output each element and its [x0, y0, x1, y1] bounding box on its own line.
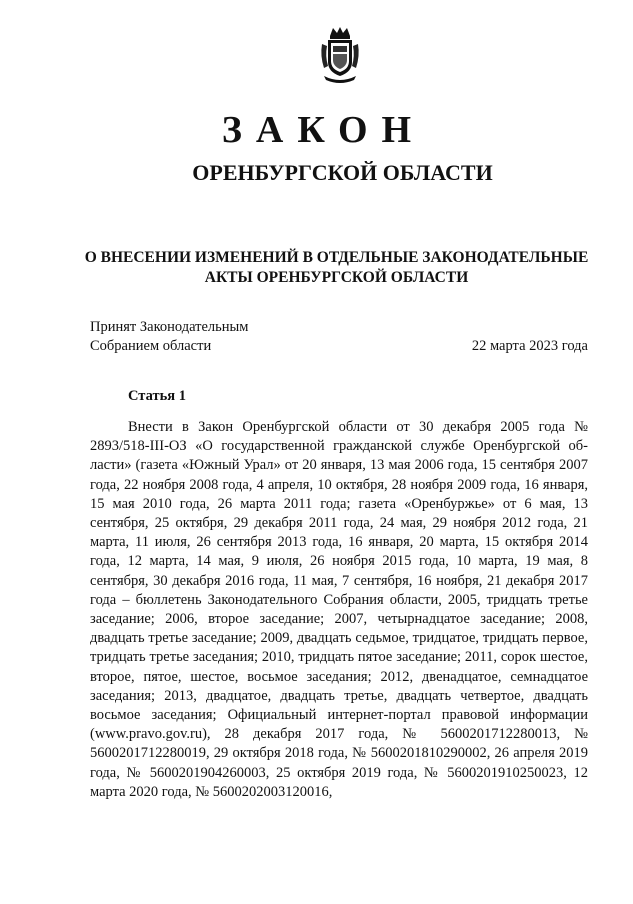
adoption-line-2: Собранием области: [90, 338, 212, 354]
coat-of-arms-icon: [318, 26, 362, 84]
adoption-line-1: Принят Законодательным: [90, 319, 249, 335]
article-paragraph: Внести в Закон Оренбургской области от 30 декабря 2005 года № 2893/518-III-ОЗ «О государственной гражданской службе Оренбургской области» (газета «Южный Урал» от 20 января, 13 мая 2006 года, 15 сентября 2007 года, 22 ноября 2008 года, 4 апреля, 10 октября, 28 ноября 2009 года, 16 января, 15 мая 2010 года, 26 марта 2011 года; газета «Оренбуржье» от 6 мая, 13 сентября, 25 октября, 29 декабря 2011 года, 24 мая, 29 ноября 2012 года, 21 марта, 11 июля, 26 сентября 2013 года, 16 января, 20 марта, 15 октября 2014 года, 12 марта, 14 мая, 9 июля, 26 ноября 2015 года, 10 марта, 19 мая, 8 сентября, 30 декабря 2016 года, 11 мая, 7 сентября, 16 ноября, 21 декабря 2017 года – бюллетень Законодательного Собрания области, 2005, тридцать третье заседание; 2006, второе заседание; 2007, четырнадцатое заседание; 2008, двадцать третье заседание; 2009, двадцать седьмое, тридцатое, тридцать первое, тридцать третье заседания; 2010, тридцать пятое заседание; 2011, сорок шестое, второе, пятое, шестое, восьмое заседания; 2012, двенадцатое, семнадцатое заседания; 2013, двадцатое, двадцать третье, двадцать четвертое, двадцать восьмое заседания; Официальный интернет-портал правовой информации (www.pravo.gov.ru), 28 декабря 2017 года, № 5600201712280013, № 5600201712280019, 29 октября 2018 года, № 5600201810290002, 26 апреля 2019 года, № 5600201904260003, 25 октября 2019 года, № 5600201910250023, 12 марта 2020 года, № 5600202003120016,: [90, 419, 588, 800]
document-title: ЗАКОН: [221, 109, 426, 151]
document-subtitle: ОРЕНБУРГСКОЙ ОБЛАСТИ: [192, 160, 493, 185]
law-name: О ВНЕСЕНИИ ИЗМЕНЕНИЙ В ОТДЕЛЬНЫЕ ЗАКОНОДАТЕЛЬНЫЕ АКТЫ ОРЕНБУРГСКОЙ ОБЛАСТИ: [84, 249, 589, 286]
adoption-block: [90, 318, 248, 356]
article-body: [90, 418, 588, 802]
adoption-date: 22 марта 2023 года: [471, 338, 588, 354]
article-heading: Статья 1: [128, 388, 186, 404]
